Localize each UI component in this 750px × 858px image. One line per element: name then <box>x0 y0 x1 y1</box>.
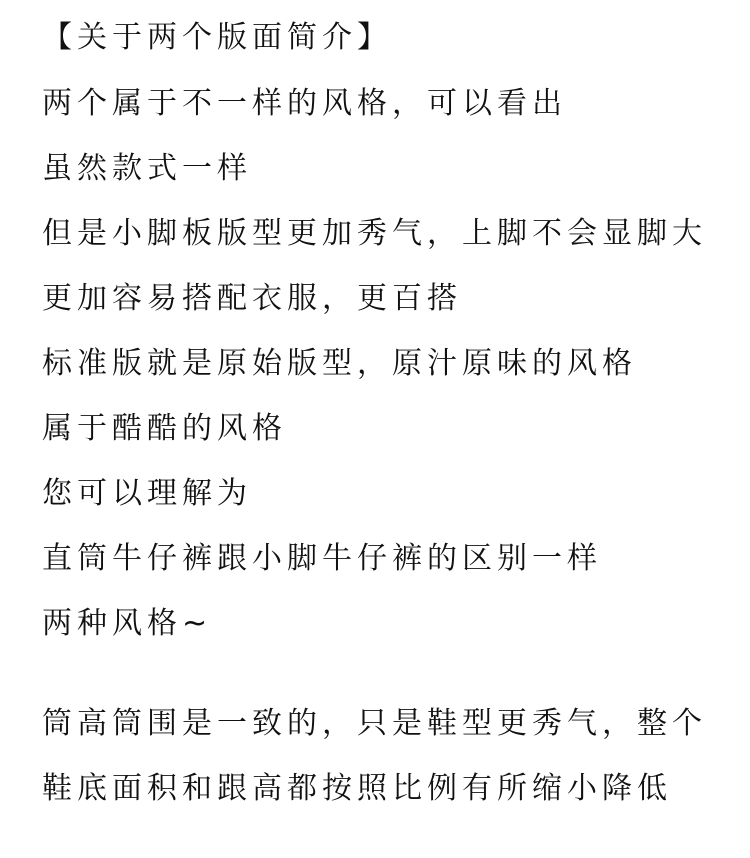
section-heading: 【关于两个版面简介】 <box>42 20 392 55</box>
text-line: 直筒牛仔裤跟小脚牛仔裤的区别一样 <box>42 541 602 576</box>
text-line: 但是小脚板版型更加秀气，上脚不会显脚大 <box>42 216 707 251</box>
text-line: 鞋底面积和跟高都按照比例有所缩小降低 <box>42 771 672 806</box>
text-line: 您可以理解为 <box>42 476 252 511</box>
text-line: 筒高筒围是一致的，只是鞋型更秀气，整个 <box>42 706 707 741</box>
text-line: 两种风格~ <box>42 606 213 641</box>
text-line: 标准版就是原始版型，原汁原味的风格 <box>42 346 637 381</box>
text-line: 属于酷酷的风格 <box>42 411 287 446</box>
text-line: 虽然款式一样 <box>42 151 252 186</box>
text-line: 两个属于不一样的风格，可以看出 <box>42 86 567 121</box>
text-line: 更加容易搭配衣服，更百搭 <box>42 281 462 316</box>
